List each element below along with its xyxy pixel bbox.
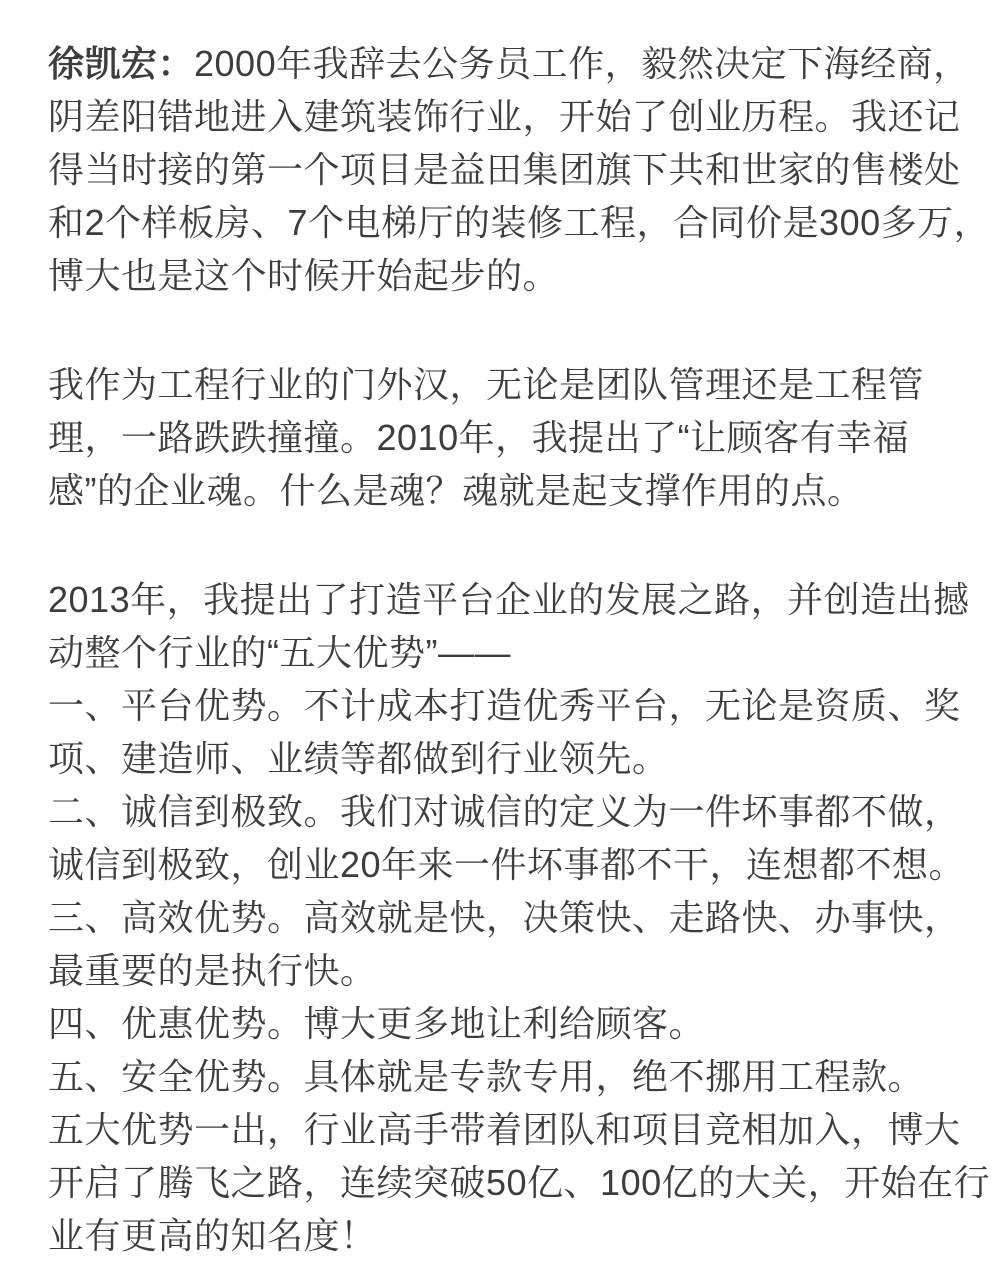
text-line: 五、安全优势。具体就是专款专用，绝不挪用工程款。 xyxy=(48,1056,925,1097)
text-line: 开启了腾飞之路，连续突破50亿、100亿的大关，开始在行 xyxy=(48,1162,991,1203)
text-line-content: 2000年我辞去公务员工作，毅然决定下海经商， xyxy=(194,43,970,84)
paragraph-soul xyxy=(48,358,952,517)
text-line: 三、高效优势。高效就是快，决策快、走路快、办事快， xyxy=(48,897,961,938)
text-line: 二、诚信到极致。我们对诚信的定义为一件坏事都不做， xyxy=(48,791,961,832)
paragraph-five-advantages xyxy=(48,573,991,1262)
text-line: 阴差阳错地进入建筑装饰行业，开始了创业历程。我还记 xyxy=(48,96,961,137)
text-line: 项、建造师、业绩等都做到行业领先。 xyxy=(48,738,669,779)
text-line: 理，一路跌跌撞撞。2010年，我提出了“让顾客有幸福 xyxy=(48,417,910,458)
text-line: 业有更高的知名度！ xyxy=(48,1215,377,1256)
speaker-name: 徐凯宏： xyxy=(48,43,195,84)
text-line: 得当时接的第一个项目是益田集团旗下共和世家的售楼处 xyxy=(48,149,961,190)
text-line: 博大也是这个时候开始起步的。 xyxy=(48,255,560,296)
text-line xyxy=(48,37,970,90)
text-line: 四、优惠优势。博大更多地让利给顾客。 xyxy=(48,1003,706,1044)
text-line: 2013年，我提出了打造平台企业的发展之路，并创造出撼 xyxy=(48,579,970,620)
text-line: 一、平台优势。不计成本打造优秀平台，无论是资质、奖 xyxy=(48,685,961,726)
text-line: 五大优势一出，行业高手带着团队和项目竞相加入，博大 xyxy=(48,1109,961,1150)
text-line: 和2个样板房、7个电梯厅的装修工程，合同价是300多万， xyxy=(48,202,991,243)
text-line: 感”的企业魂。什么是魂？魂就是起支撑作用的点。 xyxy=(48,470,864,511)
text-line: 我作为工程行业的门外汉，无论是团队管理还是工程管 xyxy=(48,364,925,405)
text-line: 诚信到极致，创业20年来一件坏事都不干，连想都不想。 xyxy=(48,844,966,885)
text-line: 动整个行业的“五大优势”—— xyxy=(48,632,511,673)
text-line: 最重要的是执行快。 xyxy=(48,950,377,991)
paragraph-intro xyxy=(48,37,991,302)
